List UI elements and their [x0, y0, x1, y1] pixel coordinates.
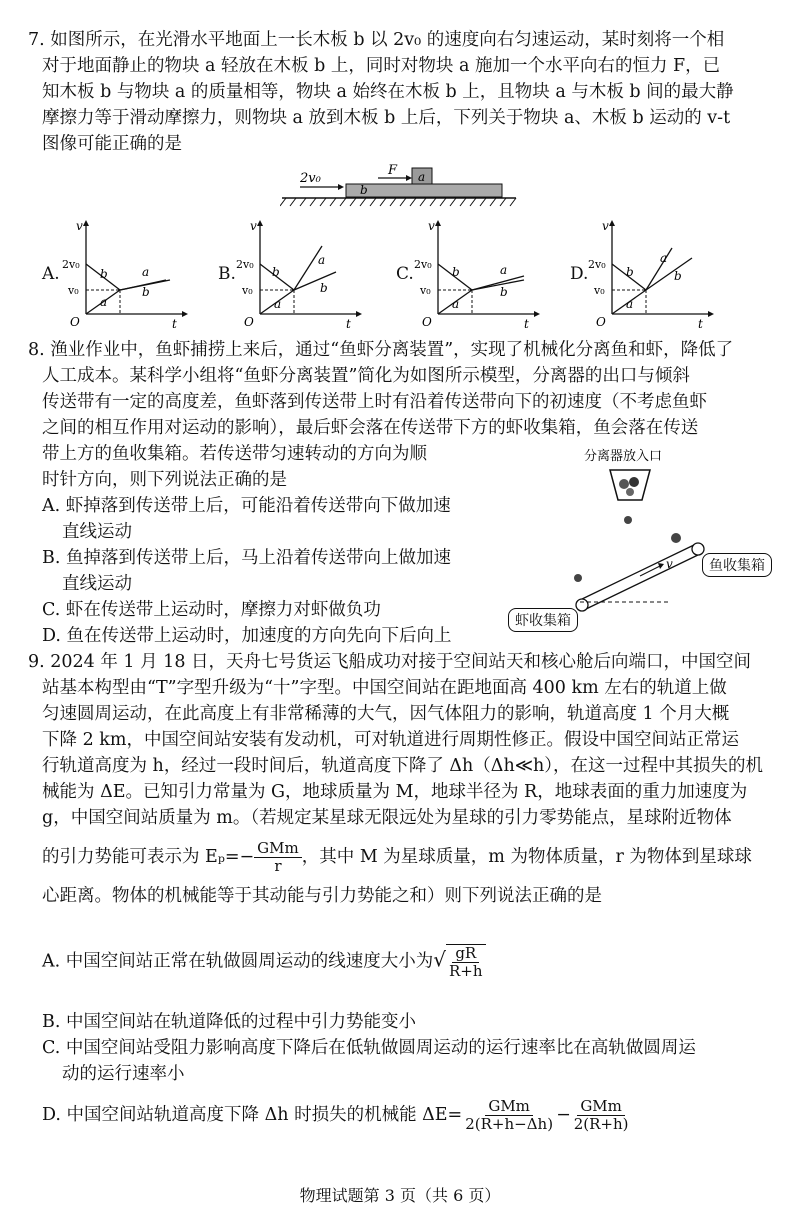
tick-v0: v₀	[420, 284, 431, 297]
q7-board-figure	[280, 160, 520, 210]
label-a: a	[274, 297, 282, 311]
lower-pulley-icon	[576, 599, 588, 611]
label-a2: a	[660, 251, 668, 265]
ep-prefix: 的引力势能可表示为 Eₚ=−	[42, 847, 255, 867]
origin: O	[422, 315, 432, 329]
q7-line-2: 对于地面静止的物块 a 轻放在木板 b 上，同时对物块 a 施加一个水平向右的恒力 F，已	[42, 56, 721, 76]
q8-option-b[interactable]: B. 鱼掉落到传送带上后，马上沿着传送带向上做加速	[42, 548, 451, 568]
axis-t: t	[346, 317, 351, 330]
q7-graph-b[interactable]	[236, 218, 366, 330]
line-a-after	[646, 248, 672, 290]
q9-line-after: 心距离。物体的机械能等于其动能与引力势能之和）则下列说法正确的是	[42, 886, 602, 906]
option-a-num: gR	[452, 945, 479, 963]
q8-line-2: 人工成本。某科学小组将“鱼虾分离装置”简化为如图所示模型，分离器的出口与倾斜	[42, 366, 690, 386]
velocity-label: v	[666, 557, 673, 571]
q9-line-3: 匀速圆周运动，在此高度上有非常稀薄的大气，因气体阻力的影响，轨道高度 1 个月大概	[42, 704, 730, 724]
line-b-after	[646, 258, 692, 290]
q8-option-d[interactable]: D. 鱼在传送带上运动时，加速度的方向先向下后向上	[42, 626, 452, 646]
q7-graph-d[interactable]	[588, 218, 718, 330]
tick-2v0: 2v₀	[236, 258, 254, 271]
inlet-label: 分离器放入口	[584, 449, 663, 464]
q8-option-b-cont: 直线运动	[62, 574, 132, 594]
tick-2v0: 2v₀	[62, 258, 80, 271]
label-a2: a	[142, 265, 150, 279]
q7-option-c-letter[interactable]: C.	[396, 264, 414, 284]
q9-line-5: 行轨道高度为 h，经过一段时间后，轨道高度下降了 Δh（Δh≪h），在这一过程中其损失的机	[42, 756, 764, 776]
q7-board-b	[346, 184, 502, 197]
origin: O	[244, 315, 254, 329]
q8-option-c[interactable]: C. 虾在传送带上运动时，摩擦力对虾做负功	[42, 600, 381, 620]
ep-fraction	[254, 840, 302, 875]
option-d-text: D. 中国空间站轨道高度下降 Δh 时损失的机械能 ΔE=	[42, 1105, 463, 1125]
axis-v: v	[602, 219, 609, 233]
falling-fish-icon	[624, 516, 632, 524]
q8-option-a-cont: 直线运动	[62, 522, 132, 542]
tick-2v0: 2v₀	[414, 258, 432, 271]
fish-icon	[671, 533, 681, 543]
q7-speed-label: 2v₀	[300, 171, 321, 186]
sqrt-icon: √	[433, 947, 447, 972]
label-a2: a	[318, 253, 326, 267]
q8-line-6: 时针方向，则下列说法正确的是	[42, 470, 287, 490]
page-footer: 物理试题第 3 页（共 6 页）	[299, 1186, 501, 1205]
option-a-text: A. 中国空间站正常在轨做圆周运动的线速度大小为	[42, 951, 434, 972]
option-d-frac-1	[462, 1098, 556, 1133]
tick-v0: v₀	[242, 284, 253, 297]
shrimp-box-label: 虾收集箱	[508, 608, 578, 632]
option-d-num1: GMm	[485, 1098, 533, 1116]
q7-graph-c[interactable]	[414, 218, 544, 330]
origin: O	[596, 315, 606, 329]
q7-option-d-letter[interactable]: D.	[570, 264, 589, 284]
label-b: b	[100, 267, 108, 281]
ep-den: r	[274, 857, 282, 875]
label-b2: b	[142, 285, 150, 299]
label-b2: b	[674, 269, 682, 283]
option-a-fraction	[446, 944, 486, 980]
label-b2: b	[500, 285, 508, 299]
tick-v0: v₀	[594, 284, 605, 297]
option-d-num2: GMm	[577, 1098, 625, 1116]
label-b: b	[626, 265, 634, 279]
q8-line-5: 带上方的鱼收集箱。若传送带匀速转动的方向为顺	[42, 444, 427, 464]
q7-line-4: 摩擦力等于滑动摩擦力，则物块 a 放到木板 b 上后，下列关于物块 a、木板 b 运动的 v-t	[42, 108, 731, 128]
label-a2: a	[500, 263, 508, 277]
axis-v: v	[428, 219, 435, 233]
tick-2v0: 2v₀	[588, 258, 606, 271]
tick-v0: v₀	[68, 284, 79, 297]
axis-t: t	[172, 317, 177, 330]
q8-line-1: 8. 渔业作业中，鱼虾捕捞上来后，通过“鱼虾分离装置”，实现了机械化分离鱼和虾，降低了	[28, 340, 734, 360]
label-a: a	[626, 297, 634, 311]
ep-num: GMm	[254, 840, 302, 858]
fish-box-label: 鱼收集箱	[702, 553, 772, 577]
upper-pulley-icon	[692, 543, 704, 555]
option-a-den: R+h	[449, 962, 483, 980]
label-a: a	[452, 297, 460, 311]
option-d-den2: 2(R+h)	[573, 1115, 629, 1133]
label-a: a	[100, 295, 108, 309]
axis-t: t	[524, 317, 529, 330]
q7-board-label: b	[360, 183, 368, 197]
q7-option-b-letter[interactable]: B.	[218, 264, 236, 284]
q9-option-c-cont: 动的运行速率小	[62, 1064, 185, 1084]
q7-option-a-letter[interactable]: A.	[42, 264, 60, 284]
q7-graph-a[interactable]	[62, 218, 192, 330]
origin: O	[70, 315, 80, 329]
q7-block-label: a	[418, 170, 426, 184]
q9-line-4: 下降 2 km，中国空间站安装有发动机，可对轨道进行周期性修正。假设中国空间站正常运	[42, 730, 739, 750]
label-b: b	[272, 265, 280, 279]
option-d-frac-2	[571, 1098, 632, 1133]
q7-line-5: 图像可能正确的是	[42, 134, 182, 154]
line-b-after	[472, 280, 524, 290]
option-d-minus: −	[556, 1105, 571, 1125]
q7-force-label: F	[388, 163, 398, 178]
q9-ep-line	[42, 840, 752, 875]
q7-line-1: 7. 如图所示，在光滑水平地面上一长木板 b 以 2v₀ 的速度向右匀速运动，某时刻将一个相	[28, 30, 725, 50]
q9-line-2: 站基本构型由“T”字型升级为“十”字型。中国空间站在距地面高 400 km 左右的轨道上做	[42, 678, 727, 698]
axis-v: v	[76, 219, 83, 233]
shrimp-icon	[574, 574, 582, 582]
label-b: b	[452, 265, 460, 279]
q8-line-3: 传送带有一定的高度差，鱼虾落到传送带上时有沿着传送带向下的初速度（不考虑鱼虾	[42, 392, 707, 412]
label-b2: b	[320, 281, 328, 295]
q9-option-b[interactable]: B. 中国空间站在轨道降低的过程中引力势能变小	[42, 1012, 416, 1032]
option-d-den1: 2(R+h−Δh)	[465, 1115, 554, 1133]
q7-line-3: 知木板 b 与物块 a 的质量相等，物块 a 始终在木板 b 上，且物块 a 与木板 b 间的最大静	[42, 82, 734, 102]
q9-option-c[interactable]: C. 中国空间站受阻力影响高度下降后在低轨做圆周运动的运行速率比在高轨做圆周运	[42, 1038, 696, 1058]
q8-line-4: 之间的相互作用对运动的影响），最后虾会落在传送带下方的虾收集箱，鱼会落在传送	[42, 418, 699, 438]
q9-line-7: g，中国空间站质量为 m。（若规定某星球无限远处为星球的引力零势能点，星球附近物体	[42, 808, 732, 828]
ep-suffix: ，其中 M 为星球质量，m 为物体质量，r 为物体到星球球	[301, 847, 752, 867]
axis-t: t	[698, 317, 703, 330]
q9-line-6: 械能为 ΔE。已知引力常量为 G，地球质量为 M，地球半径为 R，地球表面的重力加速度为	[42, 782, 748, 802]
q9-line-1: 9. 2024 年 1 月 18 日，天舟七号货运飞船成功对接于空间站天和核心舱后向端口，中国空间	[28, 652, 752, 672]
q8-option-a[interactable]: A. 虾掉落到传送带上后，可能沿着传送带向下做加速	[42, 496, 451, 516]
axis-v: v	[250, 219, 257, 233]
q9-option-d[interactable]	[42, 1098, 632, 1133]
q9-option-a[interactable]	[42, 944, 486, 980]
